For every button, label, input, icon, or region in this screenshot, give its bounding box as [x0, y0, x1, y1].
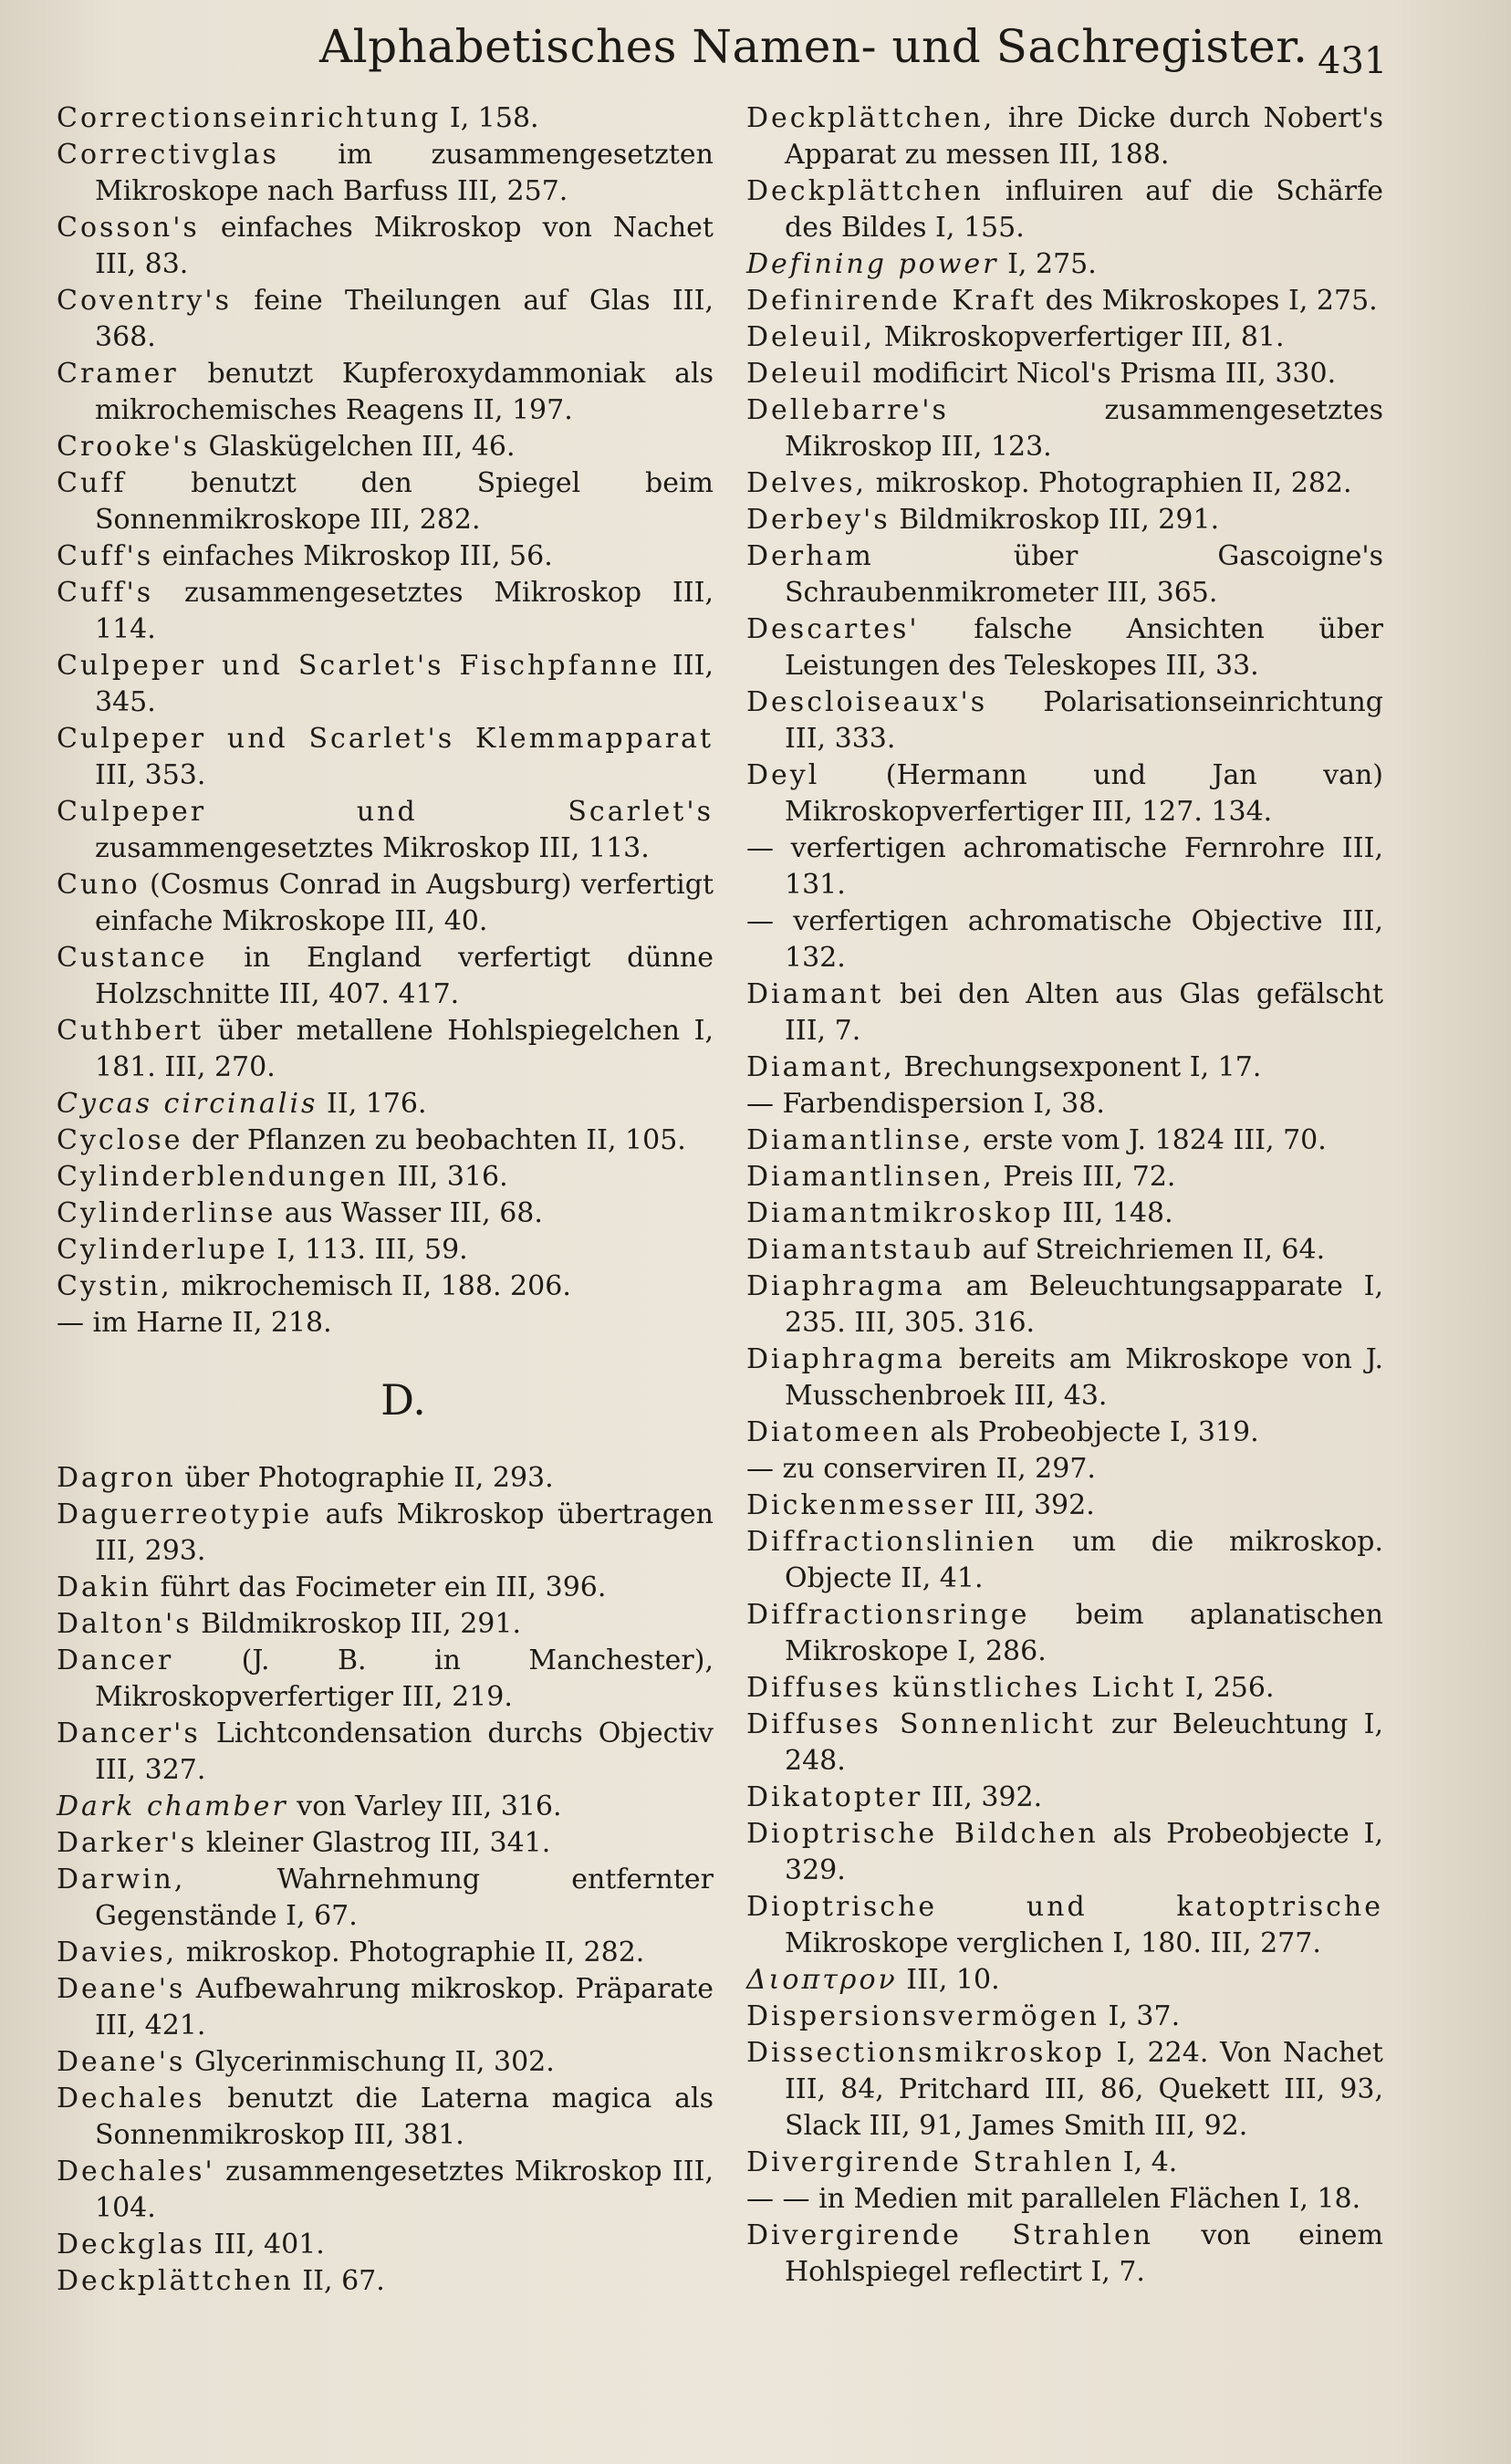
index-entry	[57, 356, 714, 429]
entry-text: (Cosmus Conrad in Augsburg) verfertigt einfache Mikroskope III, 40.	[95, 869, 714, 937]
entry-text: erste vom J. 1824 III, 70.	[974, 1124, 1327, 1156]
index-entry	[57, 1606, 714, 1643]
entry-headword: Dancer's	[57, 1717, 201, 1749]
entry-headword: Diamantlinsen,	[746, 1161, 995, 1193]
index-entry	[57, 1122, 714, 1159]
entry-text: mikrochemisch II, 188. 206.	[172, 1270, 571, 1302]
index-entry	[746, 246, 1383, 283]
entry-text: zusammengesetztes Mikroskop III, 113.	[95, 832, 650, 864]
index-entry	[57, 1497, 714, 1570]
entry-headword: Deckplättchen	[57, 2265, 294, 2297]
index-entries-d-right	[746, 100, 1383, 2291]
entry-headword: Deane's	[57, 1973, 186, 2005]
entry-text: benutzt Kupferoxydammoniak als mikrochemisches Reagens II, 197.	[95, 358, 714, 426]
entry-text: III, 10.	[897, 1964, 1000, 1996]
entry-text: I, 256.	[1176, 1672, 1275, 1704]
entry-headword: Definirende Kraft	[746, 285, 1037, 317]
index-entry	[746, 2218, 1383, 2291]
running-title: Alphabetisches Namen- und Sachregister.	[319, 20, 1308, 73]
entry-headword: Dechales	[57, 2083, 205, 2114]
entry-headword: Derham	[746, 540, 874, 572]
entry-text: Glycerinmischung II, 302.	[185, 2046, 555, 2078]
entry-headword: Culpeper und Scarlet's	[57, 796, 714, 828]
entry-headword: Cylinderlinse	[57, 1197, 276, 1229]
entry-headword: Crooke's	[57, 431, 200, 463]
entry-headword: Dark chamber	[57, 1791, 288, 1822]
entry-headword: Diffuses künstliches Licht	[746, 1672, 1177, 1704]
entry-text: ihre Dicke durch Nobert's Apparat zu messen III, 188.	[785, 102, 1383, 171]
entry-headword: Descartes'	[746, 613, 920, 645]
entry-text: zur Beleuchtung I, 248.	[785, 1708, 1383, 1777]
entry-text: benutzt die Laterna magica als Sonnenmikroskop III, 381.	[95, 2083, 714, 2151]
entry-headword: Cylinderlupe	[57, 1234, 268, 1266]
page-number: 431	[1318, 40, 1388, 82]
index-entry	[57, 648, 714, 721]
section-letter-d: D.	[380, 1375, 426, 1425]
entry-text: — zu conserviren II, 297.	[746, 1453, 1096, 1485]
entry-text: einfaches Mikroskop von Nachet III, 83.	[95, 212, 714, 280]
entry-text: I, 4.	[1114, 2146, 1178, 2178]
entry-headword: Diamantstaub	[746, 1234, 974, 1266]
entry-headword: Diatomeen	[746, 1416, 922, 1448]
entry-text: III, 316.	[388, 1161, 508, 1193]
index-entry	[57, 1013, 714, 1086]
entry-text: mikroskop. Photographie II, 282.	[177, 1937, 645, 1968]
entry-text: Bildmikroskop III, 291.	[192, 1608, 522, 1640]
entry-headword: Διοπτρον	[746, 1964, 898, 1996]
index-entry	[746, 976, 1383, 1049]
index-entry	[746, 538, 1383, 611]
index-entry	[57, 1643, 714, 1716]
entry-headword: Divergirende Strahlen	[746, 2219, 1154, 2251]
entry-text: auf Streichriemen II, 64.	[974, 1234, 1326, 1266]
entry-headword: Descloiseaux's	[746, 686, 988, 718]
entry-headword: Deane's	[57, 2046, 186, 2078]
index-entry	[57, 1159, 714, 1195]
entry-text: am Beleuchtungsapparate I, 235. III, 305. 316.	[785, 1270, 1383, 1339]
entry-text: Polarisationseinrichtung III, 333.	[785, 686, 1383, 755]
entry-headword: Divergirende Strahlen	[746, 2146, 1115, 2178]
index-entry	[746, 1342, 1383, 1415]
index-entry	[57, 2227, 714, 2263]
index-entry	[57, 867, 714, 940]
index-entry	[57, 1195, 714, 1232]
entry-text: (J. B. in Manchester), Mikroskopverfertiger III, 219.	[95, 1644, 714, 1713]
entry-text: II, 176.	[318, 1088, 427, 1120]
index-entry	[57, 1086, 714, 1122]
index-entry	[57, 794, 714, 867]
index-entry	[57, 210, 714, 283]
entry-headword: Diaphragma	[746, 1270, 945, 1302]
entry-headword: Cylinderblendungen	[57, 1161, 389, 1193]
entry-headword: Cuff's	[57, 577, 154, 609]
index-entry	[57, 940, 714, 1013]
entry-headword: Dioptrische und katoptrische	[746, 1891, 1383, 1923]
entry-text: von einem Hohlspiegel reflectirt I, 7.	[785, 2219, 1383, 2288]
index-entry	[57, 1460, 714, 1497]
entry-headword: Dikatopter	[746, 1781, 923, 1813]
entry-headword: Cuthbert	[57, 1015, 204, 1047]
entry-headword: Deyl	[746, 759, 820, 791]
entry-text: (Hermann und Jan van) Mikroskopverfertiger III, 127. 134.	[785, 759, 1383, 828]
entry-text: einfaches Mikroskop III, 56.	[153, 540, 553, 572]
entry-headword: Diamant	[746, 978, 884, 1010]
index-entry	[746, 611, 1383, 684]
index-entry	[57, 1789, 714, 1825]
entry-headword: Dagron	[57, 1462, 176, 1494]
entry-text: Preis III, 72.	[994, 1161, 1176, 1193]
entry-text: influiren auf die Schärfe des Bildes I, 155.	[785, 175, 1383, 244]
index-entry	[746, 1999, 1383, 2035]
entry-headword: Diamantmikroskop	[746, 1197, 1054, 1229]
index-entry	[746, 1415, 1383, 1451]
entry-text: über Photographie II, 293.	[175, 1462, 554, 1494]
entry-text: III, 392.	[922, 1781, 1043, 1813]
index-entry	[57, 2044, 714, 2081]
index-entry	[746, 1488, 1383, 1524]
entry-headword: Dickenmesser	[746, 1489, 975, 1521]
entry-headword: Dellebarre's	[746, 394, 949, 426]
entry-headword: Cyclose	[57, 1124, 183, 1156]
index-entry	[57, 1862, 714, 1935]
entry-text: III, 345.	[95, 650, 714, 718]
index-entry	[57, 1716, 714, 1789]
entry-headword: Cuff's	[57, 540, 154, 572]
index-entry	[746, 1889, 1383, 1962]
index-entry	[57, 137, 714, 210]
entry-text: I, 158.	[441, 102, 539, 134]
entry-headword: Diamant,	[746, 1051, 895, 1083]
index-entry	[746, 173, 1383, 246]
entry-headword: Davies,	[57, 1937, 178, 1968]
entry-text: — Farbendispersion I, 38.	[746, 1088, 1105, 1120]
entry-text: Aufbewahrung mikroskop. Präparate III, 421.	[95, 1973, 714, 2041]
index-entry	[746, 283, 1383, 319]
entry-headword: Diffuses Sonnenlicht	[746, 1708, 1096, 1740]
entry-text: falsche Ansichten über Leistungen des Teleskopes III, 33.	[785, 613, 1383, 682]
entry-headword: Cycas circinalis	[57, 1088, 318, 1120]
entry-text: III, 401.	[204, 2229, 325, 2260]
index-entry	[57, 2263, 714, 2300]
entry-text: über Gascoigne's Schraubenmikrometer III, 365.	[785, 540, 1383, 609]
entry-text: über metallene Hohlspiegelchen I, 181. III, 270.	[95, 1015, 714, 1083]
entry-text: zusammengesetztes Mikroskop III, 114.	[95, 577, 714, 645]
entry-headword: Defining power	[746, 248, 999, 280]
entry-headword: Derbey's	[746, 504, 891, 536]
entry-text: I, 275.	[998, 248, 1097, 280]
entry-headword: Diffractionslinien	[746, 1526, 1037, 1558]
entry-text: bei den Alten aus Glas gefälscht III, 7.	[785, 978, 1383, 1047]
entry-text: III, 392.	[974, 1489, 1095, 1521]
index-entry	[57, 1269, 714, 1305]
entry-headword: Dalton's	[57, 1608, 193, 1640]
entry-text: Wahrnehmung entfernter Gegenstände I, 67.	[95, 1864, 714, 1932]
entry-headword: Cramer	[57, 358, 179, 390]
index-entry	[57, 100, 714, 137]
index-entry	[746, 903, 1383, 976]
entry-headword: Deckplättchen,	[746, 102, 995, 134]
index-entry	[57, 1305, 714, 1342]
index-entry	[57, 1971, 714, 2044]
index-entry	[746, 2035, 1383, 2145]
entry-text: aus Wasser III, 68.	[276, 1197, 543, 1229]
entry-text: I, 224. Von Nachet III, 84, Pritchard III, 86, Quekett III, 93, Slack III, 91, James Smith III, 92.	[785, 2037, 1383, 2142]
entry-headword: Cuff	[57, 467, 127, 499]
entry-text: III, 148.	[1053, 1197, 1173, 1229]
entry-text: III, 353.	[95, 759, 206, 791]
entry-text: mikroskop. Photographien II, 282.	[867, 467, 1352, 499]
entry-text: Mikroskope verglichen I, 180. III, 277.	[785, 1927, 1321, 1959]
entry-headword: Deckplättchen	[746, 175, 984, 207]
entry-text: — im Harne II, 218.	[57, 1307, 332, 1339]
index-entry	[746, 1524, 1383, 1597]
index-entry	[746, 1707, 1383, 1780]
entry-text: feine Theilungen auf Glas III, 368.	[95, 285, 714, 353]
entry-text: bereits am Mikroskope von J. Musschenbroek III, 43.	[785, 1343, 1383, 1412]
entry-headword: Deleuil	[746, 358, 864, 390]
entry-text: im zusammengesetzten Mikroskope nach Barfuss III, 257.	[95, 139, 714, 207]
index-entry	[57, 1935, 714, 1971]
index-entry	[746, 1962, 1383, 1999]
index-entry	[746, 1195, 1383, 1232]
entry-text: von Varley III, 316.	[287, 1791, 562, 1822]
entry-text: beim aplanatischen Mikroskope I, 286.	[785, 1599, 1383, 1667]
entry-headword: Deleuil,	[746, 321, 876, 353]
index-entry	[746, 830, 1383, 903]
entry-text: um die mikroskop. Objecte II, 41.	[785, 1526, 1383, 1594]
entry-headword: Dechales'	[57, 2156, 215, 2187]
entry-headword: Dispersionsvermögen	[746, 2000, 1099, 2032]
entry-headword: Deckglas	[57, 2229, 205, 2260]
entry-text: Mikroskopverfertiger III, 81.	[875, 321, 1285, 353]
index-entry	[746, 1451, 1383, 1488]
index-entry	[746, 356, 1383, 392]
index-entry	[57, 721, 714, 794]
index-entry	[746, 1597, 1383, 1670]
index-entry	[57, 2081, 714, 2154]
index-entry	[746, 1086, 1383, 1122]
index-entry	[746, 1670, 1383, 1707]
index-entry	[746, 757, 1383, 830]
entry-text: I, 113. III, 59.	[267, 1234, 468, 1266]
entry-headword: Diamantlinse,	[746, 1124, 974, 1156]
entry-text: — — in Medien mit parallelen Flächen I, 18.	[746, 2183, 1361, 2215]
entry-headword: Dissectionsmikroskop	[746, 2037, 1105, 2069]
index-entry	[746, 1159, 1383, 1195]
entry-text: Lichtcondensation durchs Objectiv III, 327.	[95, 1717, 714, 1786]
index-entry	[57, 2154, 714, 2227]
entry-text: kleiner Glastrog III, 341.	[197, 1827, 551, 1859]
index-entry	[57, 575, 714, 648]
left-column	[57, 100, 714, 2300]
index-entry	[57, 1825, 714, 1862]
entry-headword: Cosson's	[57, 212, 200, 244]
index-entries-d-left	[57, 1460, 714, 2300]
entry-text: benutzt den Spiegel beim Sonnenmikroskope III, 282.	[95, 467, 714, 536]
index-entry	[57, 429, 714, 465]
entry-text: des Mikroskopes I, 275.	[1037, 285, 1378, 317]
index-entry	[57, 465, 714, 538]
index-entry	[746, 319, 1383, 356]
entry-text: — verfertigen achromatische Fernrohre III, 131.	[746, 832, 1383, 901]
entry-headword: Delves,	[746, 467, 868, 499]
entry-headword: Darwin,	[57, 1864, 186, 1895]
entry-headword: Darker's	[57, 1827, 198, 1859]
entry-text: zusammengesetztes Mikroskop III, 123.	[785, 394, 1383, 463]
entry-headword: Diffractionsringe	[746, 1599, 1030, 1631]
index-entry	[746, 100, 1383, 173]
entry-headword: Custance	[57, 942, 208, 974]
entry-text: Bildmikroskop III, 291.	[890, 504, 1220, 536]
entry-text: als Probeobjecte I, 319.	[921, 1416, 1259, 1448]
entry-text: Brechungsexponent I, 17.	[894, 1051, 1262, 1083]
right-column	[746, 100, 1383, 2291]
index-entry	[746, 1780, 1383, 1816]
entry-headword: Diaphragma	[746, 1343, 945, 1375]
entry-headword: Culpeper und Scarlet's Klemmapparat	[57, 723, 714, 755]
entry-text: führt das Focimeter ein III, 396.	[151, 1571, 607, 1603]
entry-text: modificirt Nicol's Prisma III, 330.	[863, 358, 1337, 390]
index-entry	[746, 1232, 1383, 1269]
entry-text: I, 37.	[1099, 2000, 1181, 2032]
entry-headword: Dakin	[57, 1571, 152, 1603]
entry-text: in England verfertigt dünne Holzschnitte III, 407. 417.	[95, 942, 714, 1010]
index-entry	[746, 1122, 1383, 1159]
entry-headword: Dancer	[57, 1644, 174, 1676]
entry-text: als Probeobjecte I, 329.	[785, 1818, 1383, 1886]
index-entry	[746, 1049, 1383, 1086]
entry-headword: Correctivglas	[57, 139, 279, 171]
entry-text: der Pflanzen zu beobachten II, 105.	[182, 1124, 686, 1156]
index-entry	[746, 465, 1383, 502]
index-entry	[57, 538, 714, 575]
index-entry	[746, 392, 1383, 465]
entry-headword: Cuno	[57, 869, 141, 901]
entry-text: Glaskügelchen III, 46.	[200, 431, 516, 463]
index-entry	[746, 1816, 1383, 1889]
entry-headword: Cystin,	[57, 1270, 172, 1302]
entry-headword: Culpeper und Scarlet's Fischpfanne	[57, 650, 660, 682]
entry-headword: Daguerreotypie	[57, 1498, 313, 1530]
index-entry	[746, 502, 1383, 538]
entry-headword: Coventry's	[57, 285, 233, 317]
index-entry	[57, 1232, 714, 1269]
index-entries-c	[57, 100, 714, 1342]
index-entry	[57, 1570, 714, 1606]
entry-text: — verfertigen achromatische Objective III, 132.	[746, 905, 1383, 974]
index-entry	[57, 283, 714, 356]
index-entry	[746, 684, 1383, 757]
entry-headword: Correctionseinrichtung	[57, 102, 442, 134]
entry-text: zusammengesetztes Mikroskop III, 104.	[95, 2156, 714, 2224]
index-entry	[746, 2145, 1383, 2181]
entry-headword: Dioptrische Bildchen	[746, 1818, 1099, 1850]
entry-text: II, 67.	[293, 2265, 385, 2297]
entry-text: aufs Mikroskop übertragen III, 293.	[95, 1498, 714, 1567]
index-entry	[746, 1269, 1383, 1342]
index-entry	[746, 2181, 1383, 2218]
